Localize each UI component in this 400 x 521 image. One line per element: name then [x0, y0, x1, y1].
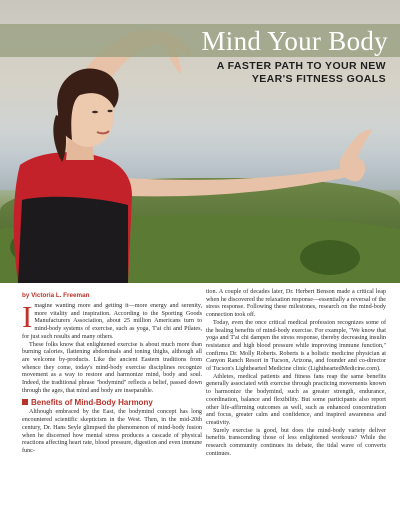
article-column-right — [206, 289, 386, 458]
body-paragraph: These folks know that enlightened exercise is about much more than burning calories, flattening abdominals and toning thighs, although all are welcome by-products. Like the ancient Eastern traditions from whence they come, today's mind-body exercise disciplines recognize movement as a way to restore and harmonize mind, body and soul. Indeed, the traditional phrase "bodymind" reflects a belief, passed down through the ages, that mind and body are inseparable. — [22, 341, 202, 394]
section-subhead-text: Benefits of Mind-Body Harmony — [31, 398, 153, 408]
intro-paragraph — [22, 299, 202, 342]
section-subhead — [22, 398, 202, 408]
square-bullet-icon — [22, 399, 28, 405]
body-paragraph: Surely exercise is good, but does the mind-body variety deliver benefits transcending those of less enlightened workouts? While the research community continues its debate, the tidal wave of converts continues. — [206, 427, 386, 457]
page-subtitle: A FASTER PATH TO YOUR NEW YEAR'S FITNESS GOALS — [216, 60, 386, 85]
body-paragraph: Today, even the once critical medical profession recognizes some of the healing benefits of mind-body exercise. For example, "We know that yoga and T'ai chi dampen the stress response, thereby decreasing insulin resistance and high blood pressure while improving immune function," confirms Dr. Molly Roberts. Roberts is a holistic medicine physician at Canyon Ranch Resort in Tucson, Arizona, and founder and co-director of Tucson's Lighthearted Medicine clinic (LightheartedMedicine.com). — [206, 319, 386, 373]
page-title: Mind Your Body — [201, 26, 388, 56]
drop-cap: I — [22, 299, 33, 334]
body-paragraph: tion. A couple of decades later, Dr. Herbert Benson made a critical leap when he discovered the relaxation response—essentially a reversal of the stress response. Following these milestones, research on the mind-body connection took off. — [206, 289, 386, 319]
body-paragraph: Athletes, medical patients and fitness fans reap the same benefits generally associated with exercise through practicing movements known to harmonize the bodymind, such as greater strength, endurance, coordination, balance and flexibility. But some participants also report other life-affirming outcomes as well, such as enhanced concentration and focus, greater calm and confidence, and inspired awareness and creativity. — [206, 373, 386, 426]
body-paragraph: Although embraced by the East, the bodymind concept has long encountered scientific skepticism in the West. Then, in the mid-20th century, Dr. Hans Seyle glimpsed the phenomenon of mind-body fusion when he discerned how mental stress produces a cascade of physical reactions affecting heart rate, blood pressure, digestion and even immune func- — [22, 409, 202, 454]
intro-text: magine wanting more and getting it—more energy and serenity, more vitality and inspiration. According to the Sporting Goods Manufacturers Association, about 25 million Americans turn to mind-body systems of exercise, such as yoga, T'ai chi and Pilates, for just such results and many others. — [22, 303, 202, 340]
article-column-left — [22, 299, 202, 456]
byline: by Victoria L. Freeman — [22, 292, 90, 299]
